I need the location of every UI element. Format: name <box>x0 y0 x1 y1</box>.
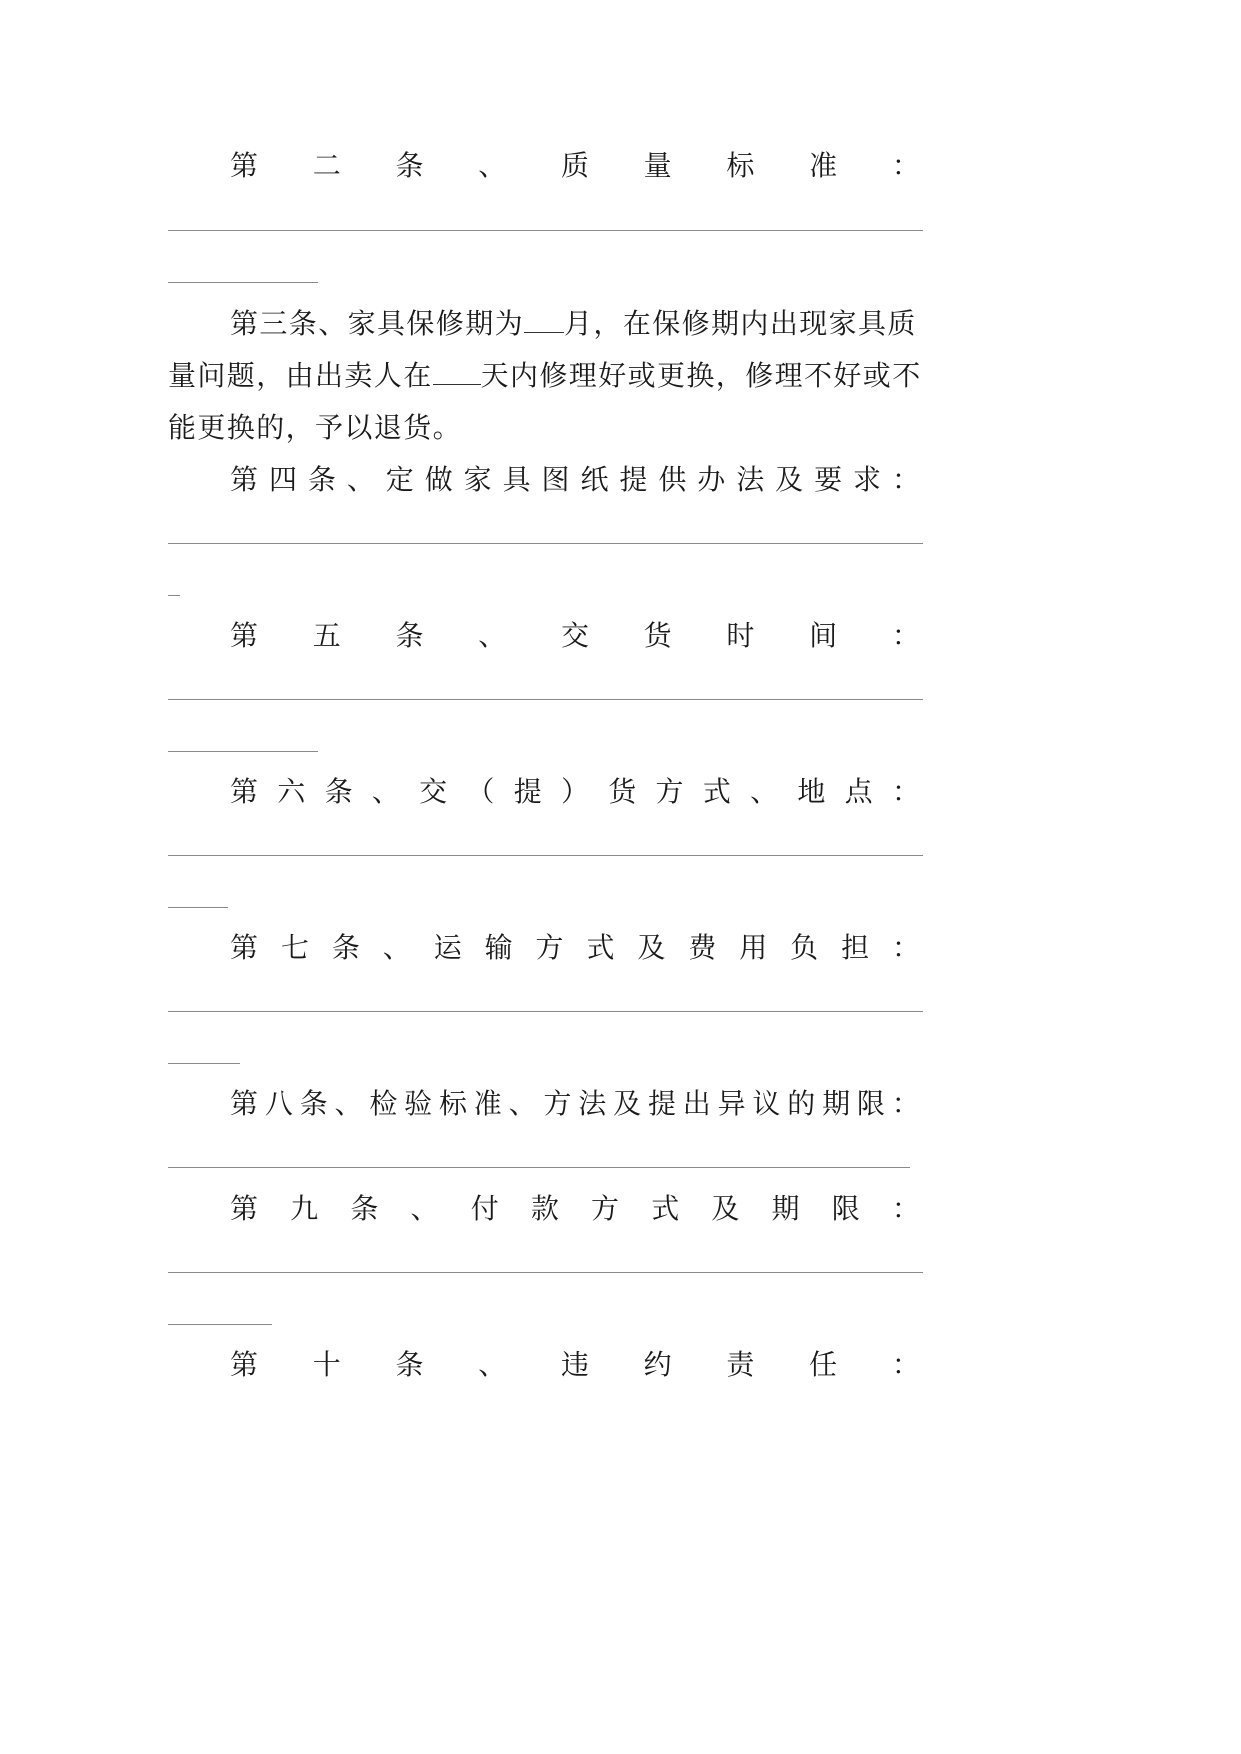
heading-char: 供 <box>658 463 687 496</box>
heading-char: 输 <box>484 931 513 964</box>
heading-char: 任 <box>809 1348 838 1381</box>
heading-char: 运 <box>433 931 462 964</box>
blank-line <box>168 751 318 752</box>
heading-char: 六 <box>277 775 306 808</box>
blank-line <box>168 855 923 856</box>
heading-char: 、 <box>478 1348 507 1381</box>
heading-char: 及 <box>637 931 666 964</box>
heading-char: 标 <box>726 149 755 182</box>
heading-char: 、 <box>346 463 375 496</box>
heading-char: 第 <box>230 1192 259 1225</box>
heading-char: ） <box>560 775 589 808</box>
heading-char: 的 <box>787 1087 816 1120</box>
heading-char: 及 <box>711 1192 740 1225</box>
heading-char: 准 <box>473 1087 502 1120</box>
heading-char: 做 <box>424 463 453 496</box>
heading-char: 质 <box>560 149 589 182</box>
clause-10-heading <box>230 1345 920 1385</box>
heading-char: 条 <box>350 1192 379 1225</box>
heading-char: 、 <box>334 1087 363 1120</box>
heading-char: 条 <box>395 619 424 652</box>
blank-line <box>168 230 923 231</box>
heading-char: 违 <box>560 1348 589 1381</box>
heading-char: 担 <box>841 931 870 964</box>
heading-char: 检 <box>369 1087 398 1120</box>
heading-char: 货 <box>608 775 637 808</box>
heading-char: 方 <box>655 775 684 808</box>
blank-line <box>168 1011 923 1012</box>
days-blank <box>433 358 481 385</box>
heading-char: 提 <box>513 775 542 808</box>
blank-line <box>168 282 318 283</box>
blank-line <box>168 907 228 908</box>
heading-char: 二 <box>312 149 341 182</box>
heading-char: 提 <box>619 463 648 496</box>
heading-char: 条 <box>324 775 353 808</box>
heading-char: ： <box>891 619 920 652</box>
heading-char: 四 <box>268 463 297 496</box>
heading-char: 十 <box>312 1348 341 1381</box>
blank-line <box>168 1272 923 1273</box>
heading-char: 费 <box>688 931 717 964</box>
heading-char: 、 <box>478 149 507 182</box>
heading-char: 、 <box>750 775 779 808</box>
heading-char: （ <box>466 775 495 808</box>
blank-line <box>168 543 923 544</box>
heading-char: 限 <box>856 1087 885 1120</box>
heading-char: 时 <box>726 619 755 652</box>
heading-char: 验 <box>404 1087 433 1120</box>
heading-char: 提 <box>647 1087 676 1120</box>
heading-char: 约 <box>643 1348 672 1381</box>
clause-3-text-2: 月，在保修期内出现家具质量问题，由出卖人在 <box>168 307 917 392</box>
heading-char: 期 <box>771 1192 800 1225</box>
clause-9-heading <box>230 1189 920 1229</box>
heading-char: 条 <box>307 463 336 496</box>
heading-char: 第 <box>230 1087 259 1120</box>
heading-char: 式 <box>702 775 731 808</box>
clause-8-heading <box>230 1084 920 1124</box>
clause-7-heading <box>230 928 920 968</box>
heading-char: 、 <box>371 775 400 808</box>
clause-3-text-1: 第三条、家具保修期为 <box>230 307 525 340</box>
blank-line <box>168 699 923 700</box>
heading-char: 七 <box>280 931 309 964</box>
clause-3-text-3: 天内修理好或更换，修理不好或不能更换的，予以退货。 <box>168 359 922 444</box>
heading-char: 条 <box>395 1348 424 1381</box>
heading-char: ： <box>891 931 920 964</box>
heading-char: ： <box>891 149 920 182</box>
heading-char: 异 <box>717 1087 746 1120</box>
heading-char: 准 <box>809 149 838 182</box>
heading-char: ： <box>891 1348 920 1381</box>
heading-char: 方 <box>591 1192 620 1225</box>
heading-char: ： <box>891 1087 920 1120</box>
blank-line <box>168 595 180 596</box>
heading-char: 法 <box>578 1087 607 1120</box>
heading-char: 条 <box>331 931 360 964</box>
heading-char: 九 <box>290 1192 319 1225</box>
blank-line <box>168 1063 240 1064</box>
heading-char: 法 <box>736 463 765 496</box>
heading-char: 、 <box>478 619 507 652</box>
heading-char: 办 <box>697 463 726 496</box>
heading-char: 付 <box>470 1192 499 1225</box>
clause-3-paragraph <box>168 298 940 454</box>
heading-char: 式 <box>586 931 615 964</box>
heading-char: 具 <box>502 463 531 496</box>
blank-line <box>168 1167 910 1168</box>
clause-2-heading <box>230 146 920 186</box>
heading-char: 用 <box>739 931 768 964</box>
heading-char: 及 <box>613 1087 642 1120</box>
blank-line <box>168 1324 272 1325</box>
heading-char: 定 <box>385 463 414 496</box>
heading-char: 五 <box>312 619 341 652</box>
heading-char: 交 <box>560 619 589 652</box>
heading-char: 八 <box>264 1087 293 1120</box>
heading-char: 求 <box>853 463 882 496</box>
heading-char: 第 <box>230 463 259 496</box>
clause-6-heading <box>230 772 920 812</box>
heading-char: 责 <box>726 1348 755 1381</box>
heading-char: 第 <box>230 931 259 964</box>
heading-char: 、 <box>382 931 411 964</box>
heading-char: 第 <box>230 775 259 808</box>
heading-char: 限 <box>831 1192 860 1225</box>
heading-char: 方 <box>543 1087 572 1120</box>
heading-char: 图 <box>541 463 570 496</box>
heading-char: 条 <box>395 149 424 182</box>
heading-char: 第 <box>230 149 259 182</box>
heading-char: 要 <box>814 463 843 496</box>
heading-char: 第 <box>230 1348 259 1381</box>
heading-char: 间 <box>809 619 838 652</box>
months-blank <box>524 306 564 333</box>
clause-5-heading <box>230 616 920 656</box>
heading-char: 期 <box>822 1087 851 1120</box>
clause-4-heading <box>230 460 920 500</box>
heading-char: 标 <box>438 1087 467 1120</box>
heading-char: 及 <box>775 463 804 496</box>
heading-char: 负 <box>790 931 819 964</box>
heading-char: 、 <box>508 1087 537 1120</box>
heading-char: 第 <box>230 619 259 652</box>
heading-char: 式 <box>651 1192 680 1225</box>
heading-char: 地 <box>797 775 826 808</box>
heading-char: 方 <box>535 931 564 964</box>
heading-char: ： <box>891 463 920 496</box>
heading-char: 、 <box>410 1192 439 1225</box>
heading-char: 家 <box>463 463 492 496</box>
heading-char: 条 <box>299 1087 328 1120</box>
heading-char: ： <box>891 1192 920 1225</box>
heading-char: 量 <box>643 149 672 182</box>
heading-char: ： <box>891 775 920 808</box>
heading-char: 货 <box>643 619 672 652</box>
heading-char: 款 <box>530 1192 559 1225</box>
heading-char: 纸 <box>580 463 609 496</box>
heading-char: 议 <box>752 1087 781 1120</box>
heading-char: 点 <box>844 775 873 808</box>
heading-char: 交 <box>419 775 448 808</box>
heading-char: 出 <box>682 1087 711 1120</box>
